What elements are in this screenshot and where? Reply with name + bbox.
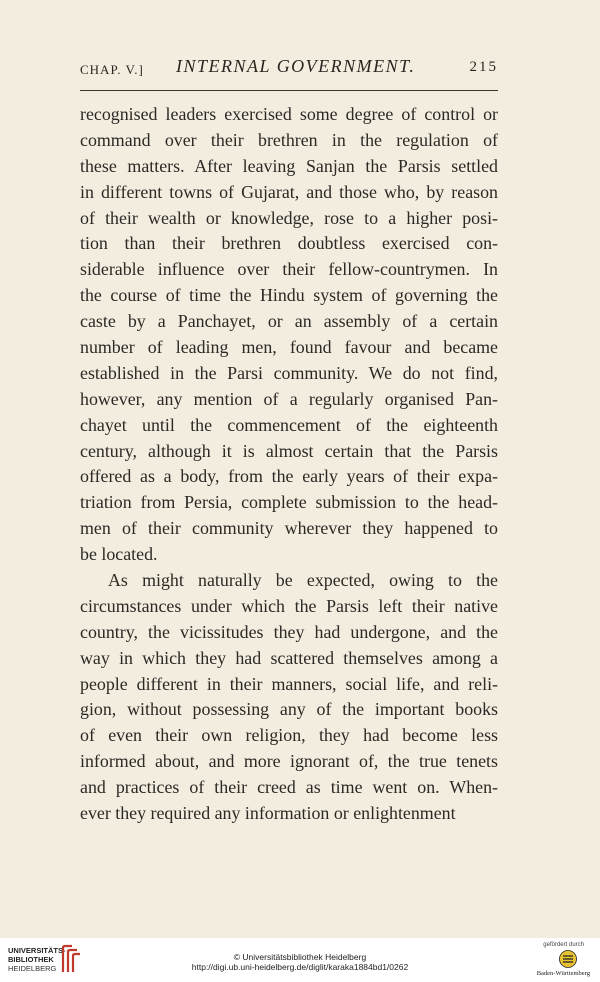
text-line: ever they required any information or enlightenment <box>80 803 456 824</box>
text-line: As might naturally be expected, owing to the <box>108 570 498 591</box>
source-url[interactable]: http://digi.ub.uni-heidelberg.de/diglit/karaka1884bd1/0262 <box>191 962 409 972</box>
text-line: gion, without possessing any of the important books <box>80 699 498 720</box>
text-line: people different in their manners, social life, and reli- <box>80 673 498 694</box>
paragraph-1 <box>80 102 498 568</box>
text-line: siderable influence over their fellow-countrymen. In <box>80 259 498 280</box>
chapter-label: CHAP. V.] <box>80 62 144 77</box>
text-line: century, although it is almost certain that the Parsis <box>80 440 498 461</box>
funder-name: Baden-Württemberg <box>536 970 590 977</box>
text-line: and practices of their creed as time went on. When- <box>80 777 498 798</box>
text-line: established in the Parsi community. We do not find, <box>80 362 498 383</box>
page-header <box>80 50 498 80</box>
text-line: way in which they had scattered themselves among a <box>80 647 498 668</box>
text-line: be located. <box>80 544 158 565</box>
text-line: triation from Persia, complete submission to the head- <box>80 492 498 513</box>
text-line: of even their own religion, they had become less <box>80 725 498 746</box>
text-line: of their wealth or knowledge, rose to a higher posi- <box>80 207 498 228</box>
baden-wuerttemberg-emblem-icon <box>559 950 577 968</box>
text-line: caste by a Panchayet, or an assembly of a certain <box>80 311 498 332</box>
text-line: offered as a body, from the early years of their expa- <box>80 466 498 487</box>
running-title: INTERNAL GOVERNMENT. <box>176 56 416 76</box>
library-city: HEIDELBERG <box>8 964 57 973</box>
header-rule <box>80 90 498 91</box>
copyright-notice <box>0 952 600 972</box>
digitization-footer <box>0 938 600 982</box>
library-name-line1: UNIVERSITÄTS- <box>8 946 66 955</box>
text-line: country, the vicissitudes they had undergone, and the <box>80 621 498 642</box>
text-line: however, any mention of a regularly organised Pan- <box>80 388 498 409</box>
paragraph-2 <box>80 568 498 827</box>
text-line: tion than their brethren doubtless exercised con- <box>80 233 498 254</box>
copyright-text: © Universitätsbibliothek Heidelberg <box>233 952 367 962</box>
text-line: the course of time the Hindu system of governing the <box>80 285 498 306</box>
text-line: number of leading men, found favour and became <box>80 337 498 358</box>
text-line: recognised leaders exercised some degree of control or <box>80 104 498 124</box>
body-text <box>80 102 498 827</box>
text-line: men of their community wherever they happened to <box>80 518 498 539</box>
page-number: 215 <box>469 59 498 75</box>
text-line: in different towns of Gujarat, and those who, by reason <box>80 181 498 202</box>
text-line: informed about, and more ignorant of, the true tenets <box>80 751 498 772</box>
text-line: circumstances under which the Parsis left their native <box>80 595 498 616</box>
text-line: command over their brethren in the regulation of <box>80 129 498 150</box>
text-line: chayet until the commencement of the eighteenth <box>80 414 498 435</box>
funded-by-label: gefördert durch <box>543 942 584 948</box>
library-name-line2: BIBLIOTHEK <box>8 955 54 964</box>
text-line: these matters. After leaving Sanjan the Parsis settled <box>80 155 498 176</box>
